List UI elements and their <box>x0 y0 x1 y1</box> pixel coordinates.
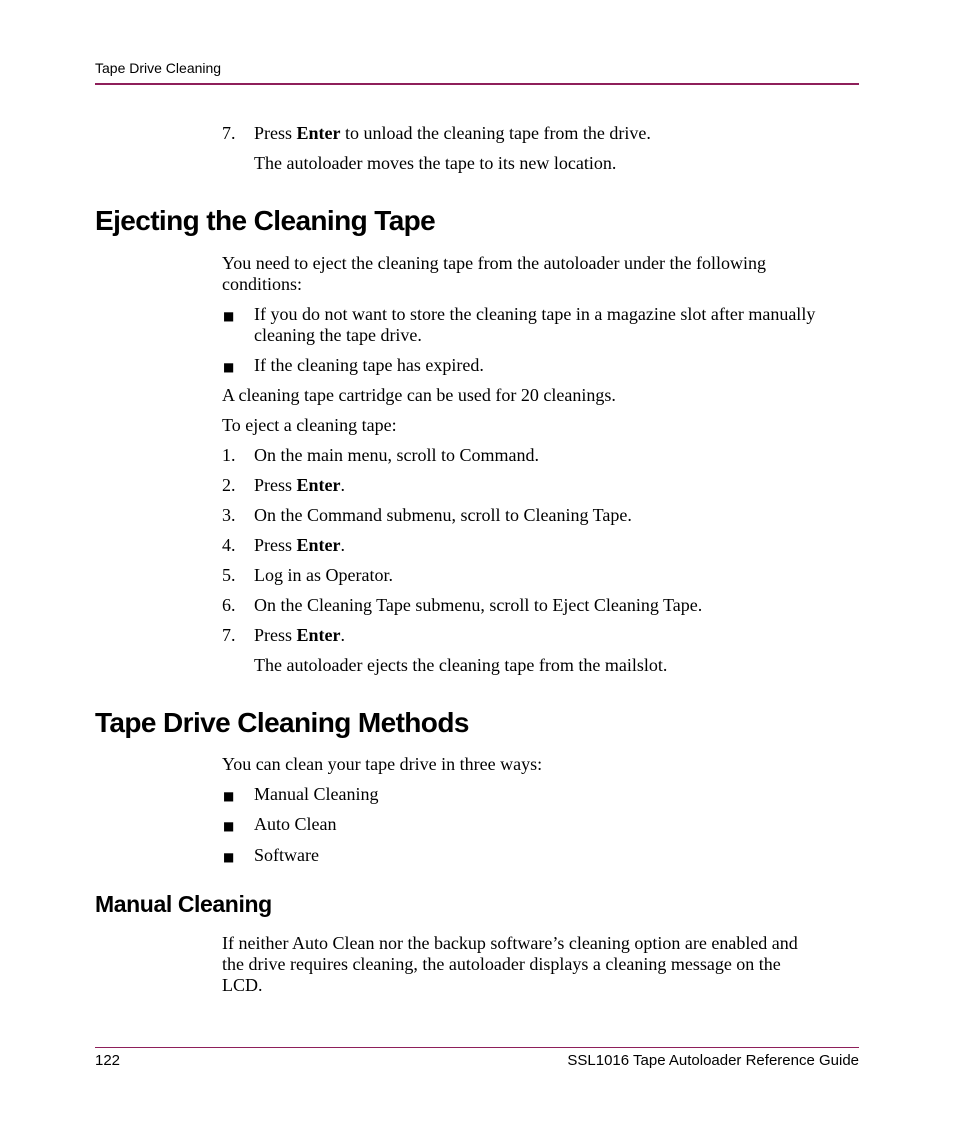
methods-intro: You can clean your tape drive in three ways: <box>222 754 543 774</box>
eject-step-2: Press Enter. <box>254 475 346 495</box>
step-number: 2. <box>222 475 236 495</box>
manual-line-2: the drive requires cleaning, the autoloader displays a cleaning message on the <box>222 954 781 974</box>
method-manual-cleaning: Manual Cleaning <box>254 784 379 804</box>
bullet-icon: ■ <box>223 850 235 864</box>
eject-step-6: On the Cleaning Tape submenu, scroll to Eject Cleaning Tape. <box>254 595 703 615</box>
eject-step-1: On the main menu, scroll to Command. <box>254 445 539 465</box>
method-auto-clean: Auto Clean <box>254 814 337 834</box>
eject-bullet-1-line-1: If you do not want to store the cleaning tape in a magazine slot after manually <box>254 304 816 324</box>
usage-note: A cleaning tape cartridge can be used for 20 cleanings. <box>222 385 616 405</box>
manual-line-3: LCD. <box>222 975 263 995</box>
eject-intro-line-2: conditions: <box>222 274 302 294</box>
intro-step-text: Press Enter to unload the cleaning tape from the drive. <box>254 123 651 143</box>
subsection-heading-manual: Manual Cleaning <box>95 891 272 917</box>
step-number: 5. <box>222 565 236 585</box>
footer-doc-title: SSL1016 Tape Autoloader Reference Guide <box>567 1052 859 1069</box>
method-software: Software <box>254 845 319 865</box>
bullet-icon: ■ <box>223 309 235 323</box>
step-number: 6. <box>222 595 236 615</box>
running-header: Tape Drive Cleaning <box>95 60 222 76</box>
bullet-icon: ■ <box>223 789 235 803</box>
header-rule <box>95 83 859 85</box>
eject-bullet-1-line-2: cleaning the tape drive. <box>254 325 422 345</box>
step-number: 1. <box>222 445 236 465</box>
section-heading-methods: Tape Drive Cleaning Methods <box>95 707 469 738</box>
eject-bullet-2: If the cleaning tape has expired. <box>254 355 484 375</box>
section-heading-eject: Ejecting the Cleaning Tape <box>95 205 436 236</box>
footer-rule <box>95 1047 859 1048</box>
eject-step-5: Log in as Operator. <box>254 565 393 585</box>
intro-step-result: The autoloader moves the tape to its new location. <box>254 153 617 173</box>
steps-intro: To eject a cleaning tape: <box>222 415 397 435</box>
step-number: 3. <box>222 505 236 525</box>
step-number: 4. <box>222 535 236 555</box>
eject-step-4: Press Enter. <box>254 535 346 555</box>
step-number: 7. <box>222 123 236 143</box>
eject-result: The autoloader ejects the cleaning tape from the mailslot. <box>254 655 668 675</box>
eject-intro-line-1: You need to eject the cleaning tape from the autoloader under the following <box>222 253 766 273</box>
step-number: 7. <box>222 625 236 645</box>
bullet-icon: ■ <box>223 360 235 374</box>
bullet-icon: ■ <box>223 819 235 833</box>
eject-step-7: Press Enter. <box>254 625 346 645</box>
manual-line-1: If neither Auto Clean nor the backup software’s cleaning option are enabled and <box>222 933 798 953</box>
page-number: 122 <box>95 1052 121 1069</box>
eject-step-3: On the Command submenu, scroll to Cleaning Tape. <box>254 505 632 525</box>
